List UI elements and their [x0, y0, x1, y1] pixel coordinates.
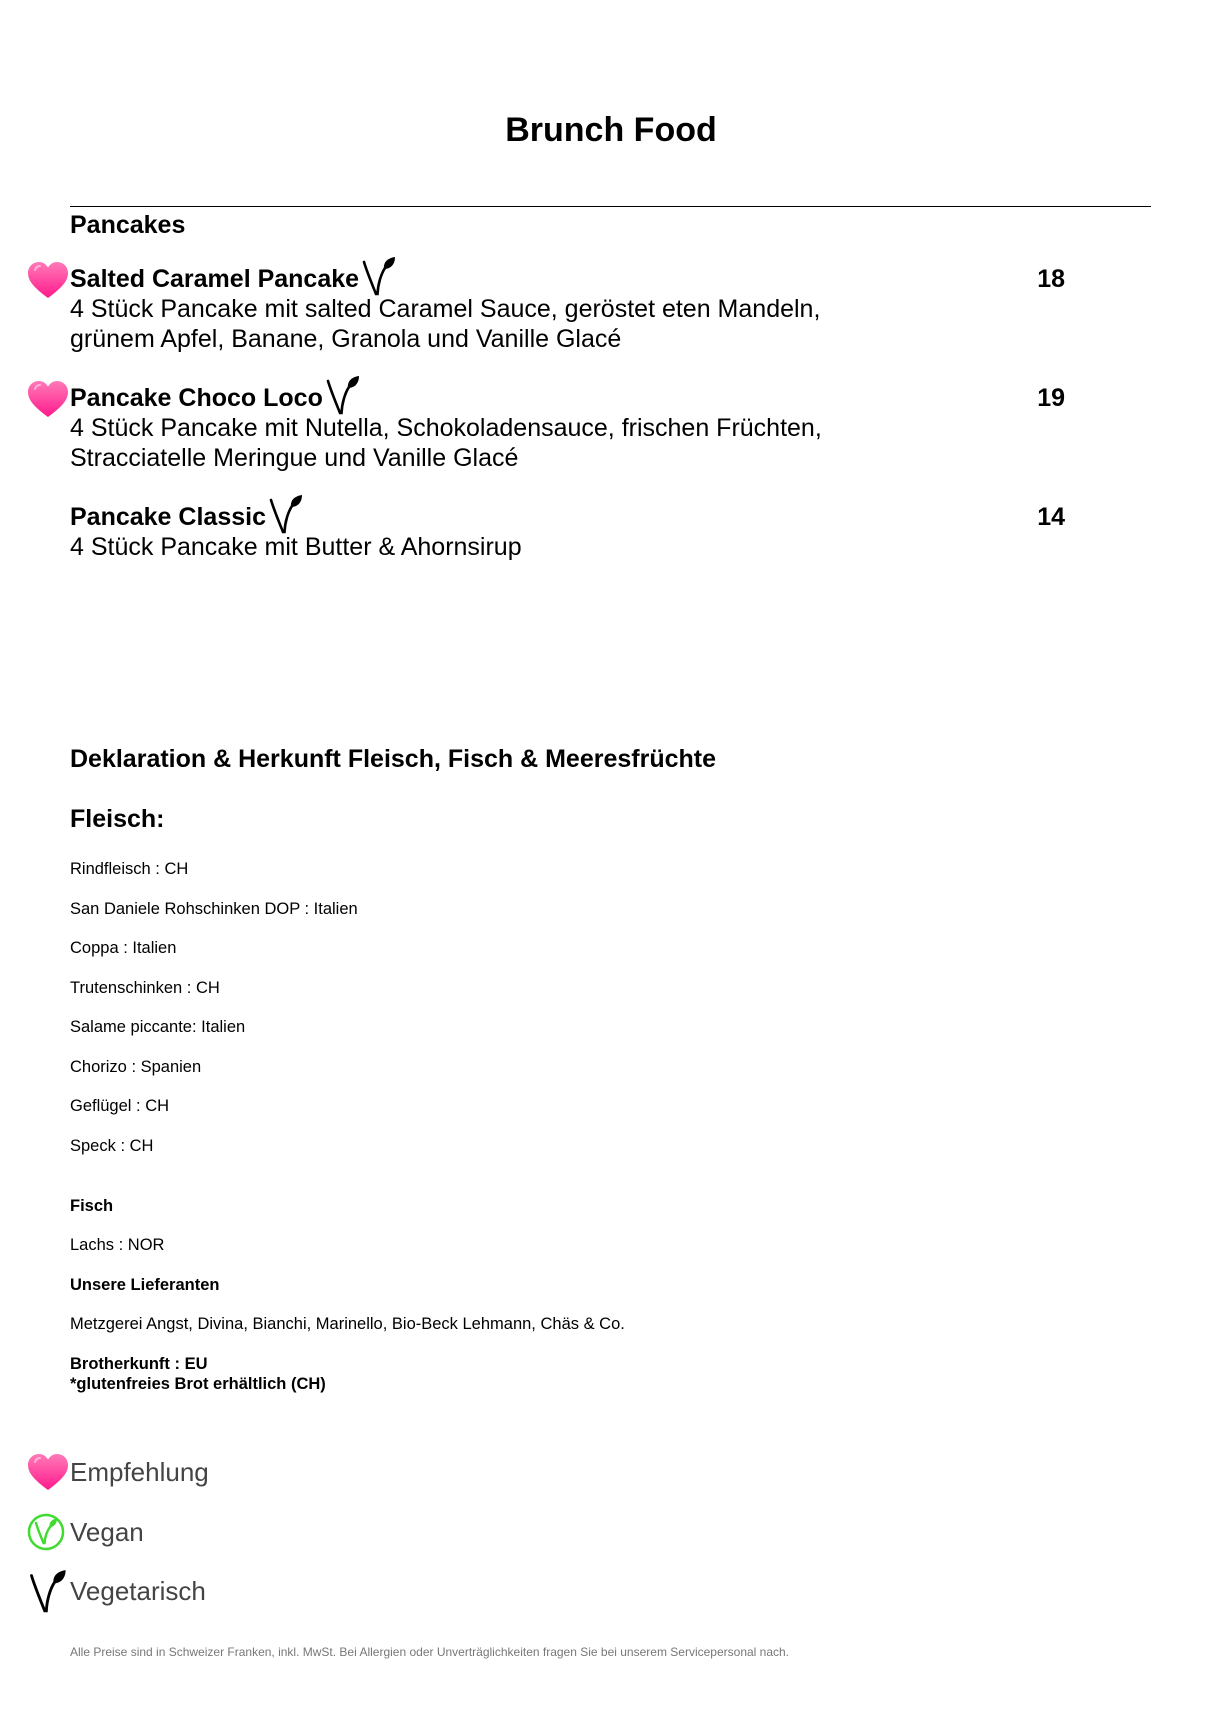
legend-label: Vegan — [70, 1517, 144, 1547]
menu-item — [70, 256, 1080, 354]
item-price: 14 — [1037, 503, 1065, 531]
origin-entry: Trutenschinken : CH — [70, 979, 220, 997]
origin-entry: San Daniele Rohschinken DOP : Italien — [70, 900, 358, 918]
item-description — [70, 294, 970, 354]
origin-entry: Coppa : Italien — [70, 939, 177, 957]
origin-entry: Speck : CH — [70, 1137, 154, 1155]
heart-icon — [26, 379, 70, 419]
vegan-icon — [26, 1510, 70, 1554]
lieferanten-title: Unsere Lieferanten — [70, 1276, 220, 1294]
origin-entry: Lachs : NOR — [70, 1236, 165, 1254]
page-title: Brunch Food — [505, 111, 717, 149]
origin-entry: Rindfleisch : CH — [70, 860, 189, 878]
item-price: 19 — [1037, 384, 1065, 412]
menu-item — [70, 375, 1080, 473]
vegetarian-icon — [361, 256, 397, 296]
item-description-line: 4 Stück Pancake mit Nutella, Schokoladensauce, frischen Früchten, — [70, 414, 822, 442]
legend-vegetarisch — [26, 1567, 206, 1615]
price-footnote: Alle Preise sind in Schweizer Franken, inkl. MwSt. Bei Allergien oder Unverträglichkeiten fragen Sie bei unserem Servicepersonal nach. — [70, 1645, 790, 1659]
item-description-line: Stracciatelle Meringue und Vanille Glacé — [70, 444, 519, 472]
item-name: Salted Caramel Pancake — [70, 265, 360, 293]
item-description-line: 4 Stück Pancake mit Butter & Ahornsirup — [70, 533, 522, 561]
vegetarian-icon — [325, 375, 361, 415]
vegetarian-icon — [268, 494, 304, 534]
brot-origin: Brotherkunft : EU — [70, 1355, 208, 1373]
item-description — [70, 413, 970, 473]
lieferanten-list: Metzgerei Angst, Divina, Bianchi, Marinello, Bio-Beck Lehmann, Chäs & Co. — [70, 1315, 625, 1333]
item-description — [70, 532, 970, 562]
menu-item — [70, 494, 1080, 562]
heart-icon — [26, 260, 70, 300]
brot-note: *glutenfreies Brot erhältlich (CH) — [70, 1375, 326, 1393]
origin-entry: Salame piccante: Italien — [70, 1018, 246, 1036]
fisch-title: Fisch — [70, 1197, 114, 1215]
vegetarian-icon — [26, 1569, 70, 1613]
item-description-line: 4 Stück Pancake mit salted Caramel Sauce, geröstet eten Mandeln, — [70, 295, 821, 323]
item-name: Pancake Classic — [70, 503, 266, 531]
origin-entry: Chorizo : Spanien — [70, 1058, 202, 1076]
item-description-line: grünem Apfel, Banane, Granola und Vanille Glacé — [70, 325, 622, 353]
legend-label: Vegetarisch — [70, 1576, 206, 1606]
section-divider — [70, 206, 1151, 207]
declaration-title: Deklaration & Herkunft Fleisch, Fisch & Meeresfrüchte — [70, 745, 717, 773]
heart-icon — [26, 1450, 70, 1494]
legend-label: Empfehlung — [70, 1457, 209, 1487]
legend-empfehlung — [26, 1448, 209, 1496]
section-title: Pancakes — [70, 211, 186, 239]
item-price: 18 — [1037, 265, 1065, 293]
legend-vegan — [26, 1508, 144, 1556]
origin-entry: Geflügel : CH — [70, 1097, 170, 1115]
item-name: Pancake Choco Loco — [70, 384, 323, 412]
fleisch-title: Fleisch: — [70, 805, 165, 833]
